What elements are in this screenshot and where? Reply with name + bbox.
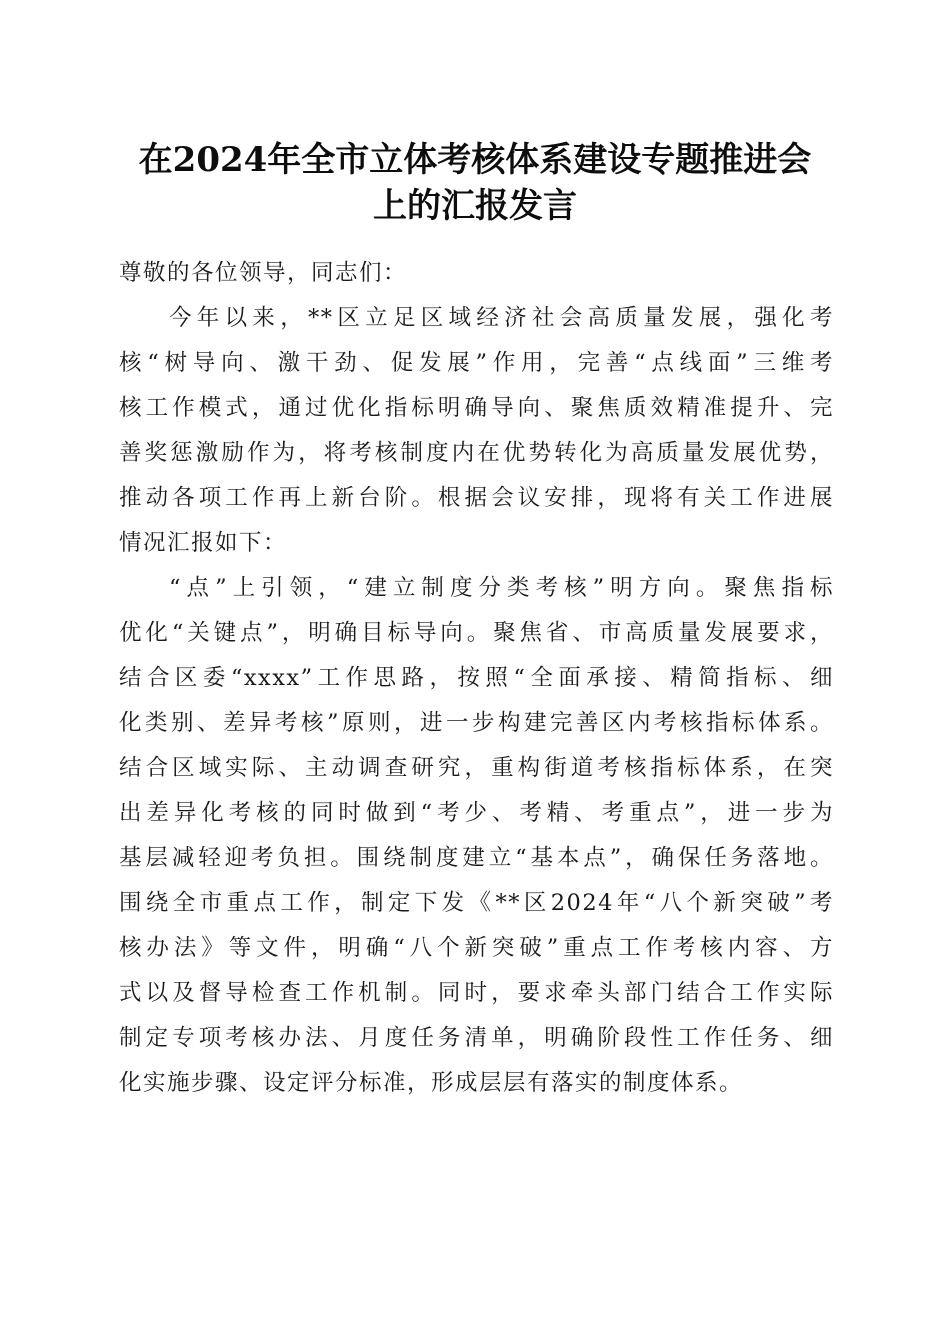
text-line: 情况汇报如下： xyxy=(119,530,288,556)
text-line: 核办法》等文件，明确“八个新突破”重点工作考核内容、方 xyxy=(119,935,834,961)
text-line: “点”上引领，“建立制度分类考核”明方向。聚焦指标 xyxy=(169,575,834,601)
text-line: 结合区委“xxxx”工作思路，按照“全面承接、精简指标、细 xyxy=(119,665,834,691)
paragraph-2 xyxy=(119,566,834,1106)
page-title xyxy=(100,137,850,229)
title-line-1: 在2024年全市立体考核体系建设专题推进会 xyxy=(138,140,812,180)
text-line: 化实施步骤、设定评分标准，形成层层有落实的制度体系。 xyxy=(119,1070,744,1096)
text-line: 式以及督导检查工作机制。同时，要求牵头部门结合工作实际 xyxy=(119,980,834,1006)
text-line: 出差异化考核的同时做到“考少、考精、考重点”，进一步为 xyxy=(119,800,834,826)
salutation: 尊敬的各位领导，同志们： xyxy=(119,260,408,286)
text-line: 化类别、差异考核”原则，进一步构建完善区内考核指标体系。 xyxy=(119,710,834,736)
text-line: 善奖惩激励作为，将考核制度内在优势转化为高质量发展优势， xyxy=(119,440,834,466)
document-body xyxy=(119,251,834,1106)
text-line: 推动各项工作再上新台阶。根据会议安排，现将有关工作进展 xyxy=(119,485,834,511)
paragraph-1 xyxy=(119,296,834,566)
text-line: 围绕全市重点工作，制定下发《**区2024年“八个新突破”考 xyxy=(119,890,834,916)
title-line-2: 上的汇报发言 xyxy=(373,186,577,226)
text-line: 核“树导向、激干劲、促发展”作用，完善“点线面”三维考 xyxy=(119,350,834,376)
text-line: 优化“关键点”，明确目标导向。聚焦省、市高质量发展要求， xyxy=(119,620,834,646)
text-line: 核工作模式，通过优化指标明确导向、聚焦质效精准提升、完 xyxy=(119,395,834,421)
text-line: 结合区域实际、主动调查研究，重构街道考核指标体系，在突 xyxy=(119,755,834,781)
text-line: 制定专项考核办法、月度任务清单，明确阶段性工作任务、细 xyxy=(119,1025,834,1051)
text-line: 今年以来，**区立足区域经济社会高质量发展，强化考 xyxy=(169,305,834,331)
text-line: 基层减轻迎考负担。围绕制度建立“基本点”，确保任务落地。 xyxy=(119,845,834,871)
